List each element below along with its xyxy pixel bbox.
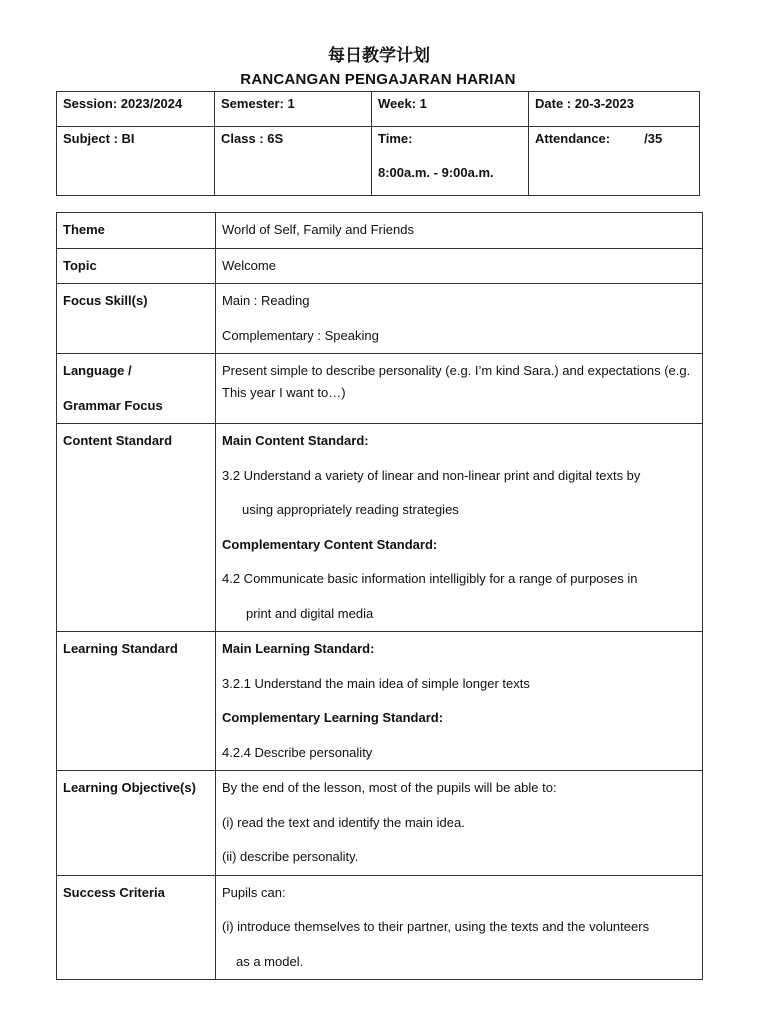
date-text: Date : 20-3-2023 xyxy=(535,96,634,111)
theme-label-cell xyxy=(57,213,216,249)
session-cell xyxy=(57,92,215,127)
focus-label-cell xyxy=(57,284,216,354)
objective-item-2: (ii) describe personality. xyxy=(222,849,359,864)
language-label-cell xyxy=(57,354,216,424)
topic-value: Welcome xyxy=(222,257,276,273)
success-intro: Pupils can: xyxy=(222,884,286,900)
theme-value-cell xyxy=(216,213,703,249)
content-standard-row xyxy=(57,424,703,632)
header-info-table xyxy=(56,91,700,196)
subject-cell xyxy=(57,127,215,196)
success-criteria-row xyxy=(57,875,703,980)
time-value: 8:00a.m. - 9:00a.m. xyxy=(378,165,494,180)
topic-label-cell xyxy=(57,248,216,284)
topic-value-cell xyxy=(216,248,703,284)
subject-text: Subject : BI xyxy=(63,131,135,146)
header-row xyxy=(57,127,700,196)
language-value: Present simple to describe personality (e.g. I’m kind Sara.) and expectations (e.g. This year I want to…) xyxy=(222,363,691,400)
date-cell xyxy=(529,92,700,127)
lesson-plan-table xyxy=(56,212,703,980)
main-learning-value: 3.2.1 Understand the main idea of simple longer texts xyxy=(222,675,530,691)
complementary-content-line-1: 4.2 Communicate basic information intelligibly for a range of purposes in xyxy=(222,571,638,586)
main-content-line-1: 3.2 Understand a variety of linear and non-linear print and digital texts by xyxy=(222,467,641,483)
learning-label-cell xyxy=(57,632,216,771)
success-label-cell xyxy=(57,875,216,980)
session-text: Session: 2023/2024 xyxy=(63,96,183,111)
success-label: Success Criteria xyxy=(63,884,165,900)
objective-intro: By the end of the lesson, most of the pupils will be able to: xyxy=(222,780,557,795)
success-line-2: as a model. xyxy=(236,953,304,969)
objective-label-cell xyxy=(57,771,216,876)
focus-skill-row xyxy=(57,284,703,354)
week-cell xyxy=(372,92,529,127)
topic-label: Topic xyxy=(63,257,97,273)
page-title: RANCANGAN PENGAJARAN HARIAN xyxy=(240,71,516,88)
focus-value-cell xyxy=(216,284,703,354)
grammar-focus-label: Grammar Focus xyxy=(63,397,163,413)
semester-text: Semester: 1 xyxy=(221,96,295,111)
objective-label: Learning Objective(s) xyxy=(63,780,196,795)
objective-item-1: (i) read the text and identify the main idea. xyxy=(222,814,465,830)
language-value-cell xyxy=(216,354,703,424)
focus-main: Main : Reading xyxy=(222,293,310,308)
content-label-cell xyxy=(57,424,216,632)
theme-label: Theme xyxy=(63,222,105,237)
content-label: Content Standard xyxy=(63,433,173,448)
theme-row xyxy=(57,213,703,249)
attendance-total: /35 xyxy=(644,131,663,146)
main-learning-heading: Main Learning Standard: xyxy=(222,641,375,656)
main-content-line-2: using appropriately reading strategies xyxy=(242,502,459,517)
language-row xyxy=(57,354,703,424)
main-content-heading: Main Content Standard: xyxy=(222,433,369,448)
class-cell xyxy=(215,127,372,196)
language-label: Language / xyxy=(63,363,132,378)
learning-label: Learning Standard xyxy=(63,641,178,656)
learning-standard-row xyxy=(57,632,703,771)
time-cell xyxy=(372,127,529,196)
objective-value-cell xyxy=(216,771,703,876)
focus-label: Focus Skill(s) xyxy=(63,293,148,308)
success-line-1: (i) introduce themselves to their partner, using the texts and the volunteers xyxy=(222,919,650,934)
learning-objective-row xyxy=(57,771,703,876)
class-text: Class : 6S xyxy=(221,131,284,146)
semester-cell xyxy=(215,92,372,127)
theme-value: World of Self, Family and Friends xyxy=(222,222,414,237)
complementary-content-heading: Complementary Content Standard: xyxy=(222,536,438,552)
complementary-learning-value: 4.2.4 Describe personality xyxy=(222,744,373,760)
attendance-label: Attendance: xyxy=(535,131,611,146)
attendance-cell xyxy=(529,127,700,196)
time-label: Time: xyxy=(378,131,413,146)
week-text: Week: 1 xyxy=(378,96,427,111)
complementary-content-line-2: print and digital media xyxy=(246,605,374,621)
content-value-cell xyxy=(216,424,703,632)
page-title-chinese: 每日教学计划 xyxy=(328,46,430,66)
success-value-cell xyxy=(216,875,703,980)
header-row xyxy=(57,92,700,127)
topic-row xyxy=(57,248,703,284)
focus-complementary: Complementary : Speaking xyxy=(222,327,379,343)
learning-value-cell xyxy=(216,632,703,771)
complementary-learning-heading: Complementary Learning Standard: xyxy=(222,710,444,725)
